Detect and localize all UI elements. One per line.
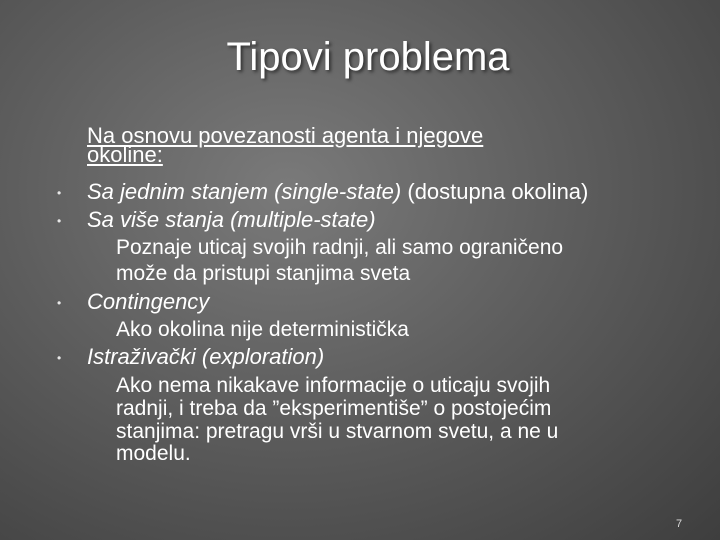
intro-line: Na osnovu povezanosti agenta i njegove	[87, 123, 484, 148]
list-item-single-state	[87, 179, 589, 204]
bullet-marker: •	[57, 214, 62, 228]
list-item-exploration: Istraživački (exploration)	[87, 344, 325, 369]
bullet-marker: •	[57, 186, 62, 200]
item-description: stanjima: pretragu vrši u stvarnom svetu, a ne u	[116, 420, 559, 443]
list-item-contingency: Contingency	[87, 289, 210, 314]
item-description: Ako nema nikakave informacije o uticaju svojih	[116, 374, 551, 397]
item-description: modelu.	[116, 442, 191, 465]
item-note: (dostupna okolina)	[401, 179, 589, 204]
bullet-marker: •	[57, 296, 62, 310]
item-description: Poznaje uticaj svojih radnji, ali samo ograničeno	[116, 236, 564, 259]
intro-text	[87, 123, 647, 167]
item-description: može da pristupi stanjima sveta	[116, 262, 411, 285]
slide-title: Tipovi problema	[226, 35, 510, 79]
item-description: Ako okolina nije deterministička	[116, 318, 409, 341]
list-item-multiple-state: Sa više stanja (multiple-state)	[87, 207, 376, 232]
intro-line: okoline:	[87, 142, 163, 167]
bullet-marker: •	[57, 351, 62, 365]
item-description: radnji, i treba da ”eksperimentiše” o postojećim	[116, 397, 552, 420]
item-label: Sa jednim stanjem (single-state)	[87, 179, 402, 204]
page-number: 7	[676, 518, 683, 530]
